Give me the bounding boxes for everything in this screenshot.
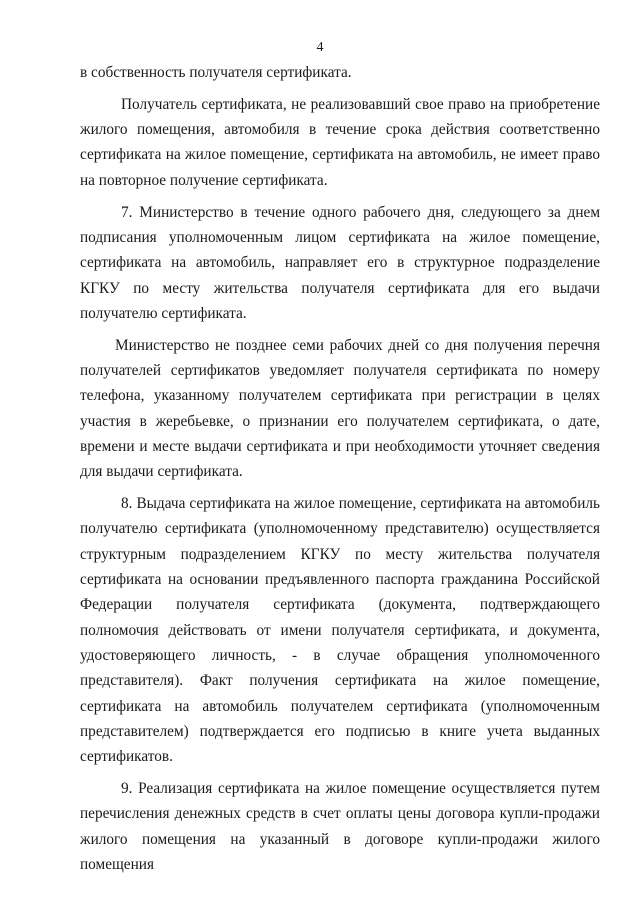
page-number: 4 — [316, 40, 324, 55]
document-body — [80, 60, 600, 877]
paragraph-clause-8: 8. Выдача сертификата на жилое помещение, сертификата на автомобиль получателю сертификата (уполномоченному представителю) осуществляется структурным подразделением КГКУ по месту жительства получателя сертификата на основании предъявленного паспорта гражданина Российской Федерации получателя сертификата (документа, подтверждающего полномочия действовать от имени получателя сертификата, и документа, удостоверяющего личность, - в случае обращения уполномоченного представителя). Факт получения сертификата на жилое помещение, сертификата на автомобиль получателем сертификата (уполномоченным представителем) подтверждается его подписью в книге учета выданных сертификатов. — [80, 495, 600, 766]
paragraph-ministry-notice: Министерство не позднее семи рабочих дней со дня получения перечня получателей сертификатов уведомляет получателя сертификата по номеру телефона, указанному получателем сертификата при регистрации в целях участия в жеребьевке, о признании его получателем сертификата, о дате, времени и месте выдачи сертификата и при необходимости уточняет сведения для выдачи сертификата. — [80, 336, 600, 481]
paragraph-continuation: в собственность получателя сертификата. — [80, 64, 352, 81]
paragraph-clause-9: 9. Реализация сертификата на жилое помещение осуществляется путем перечисления денежных средств в счет оплаты цены договора купли-продажи жилого помещения на указанный в договоре купли-продажи жилого помещения — [80, 779, 600, 873]
paragraph-certificate-right: Получатель сертификата, не реализовавший свое право на приобретение жилого помещения, автомобиля в течение срока действия соответственно сертификата на жилое помещение, сертификата на автомобиль, не имеет право на повторное получение сертификата. — [80, 95, 600, 189]
paragraph-clause-7: 7. Министерство в течение одного рабочего дня, следующего за днем подписания уполномоченным лицом сертификата на жилое помещение, сертификата на автомобиль, направляет его в структурное подразделение КГКУ по месту жительства получателя сертификата для его выдачи получателю сертификата. — [80, 203, 600, 322]
